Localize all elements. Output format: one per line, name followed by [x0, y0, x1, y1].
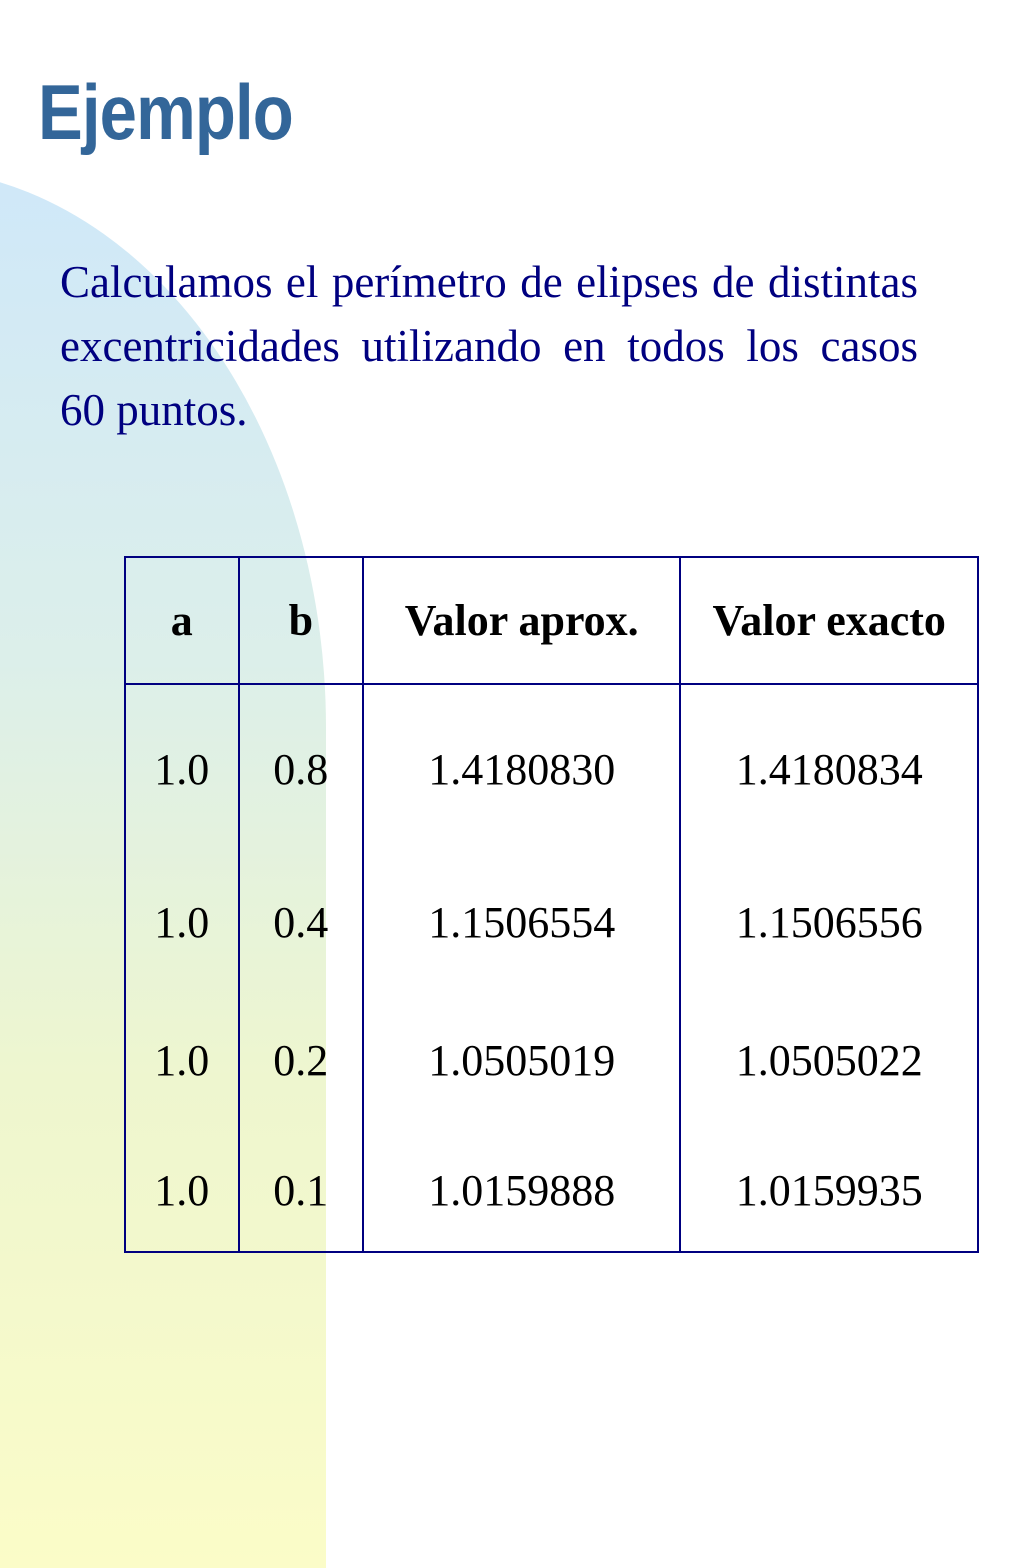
slide-title: Ejemplo	[38, 68, 293, 156]
cell-approx-value: 1.0505019	[363, 991, 680, 1129]
table-row	[125, 853, 978, 991]
cell-b: 0.8	[239, 684, 363, 853]
cell-approx-value: 1.4180830	[363, 684, 680, 853]
cell-exact-value: 1.0505022	[680, 991, 978, 1129]
results-table	[124, 556, 979, 1253]
header-approx-value: Valor aprox.	[363, 557, 680, 684]
table-row	[125, 991, 978, 1129]
cell-exact-value: 1.0159935	[680, 1129, 978, 1252]
cell-exact-value: 1.4180834	[680, 684, 978, 853]
cell-a: 1.0	[125, 991, 239, 1129]
table-header-row	[125, 557, 978, 684]
cell-a: 1.0	[125, 853, 239, 991]
cell-b: 0.1	[239, 1129, 363, 1252]
cell-a: 1.0	[125, 684, 239, 853]
cell-b: 0.2	[239, 991, 363, 1129]
header-exact-value: Valor exacto	[680, 557, 978, 684]
table-row	[125, 1129, 978, 1252]
cell-b: 0.4	[239, 853, 363, 991]
header-a: a	[125, 557, 239, 684]
cell-approx-value: 1.1506554	[363, 853, 680, 991]
cell-exact-value: 1.1506556	[680, 853, 978, 991]
table-row	[125, 684, 978, 853]
intro-paragraph: Calculamos el perímetro de elipses de distintas excentricidades utilizando en todos los casos 60 puntos.	[60, 257, 918, 435]
cell-approx-value: 1.0159888	[363, 1129, 680, 1252]
header-b: b	[239, 557, 363, 684]
cell-a: 1.0	[125, 1129, 239, 1252]
